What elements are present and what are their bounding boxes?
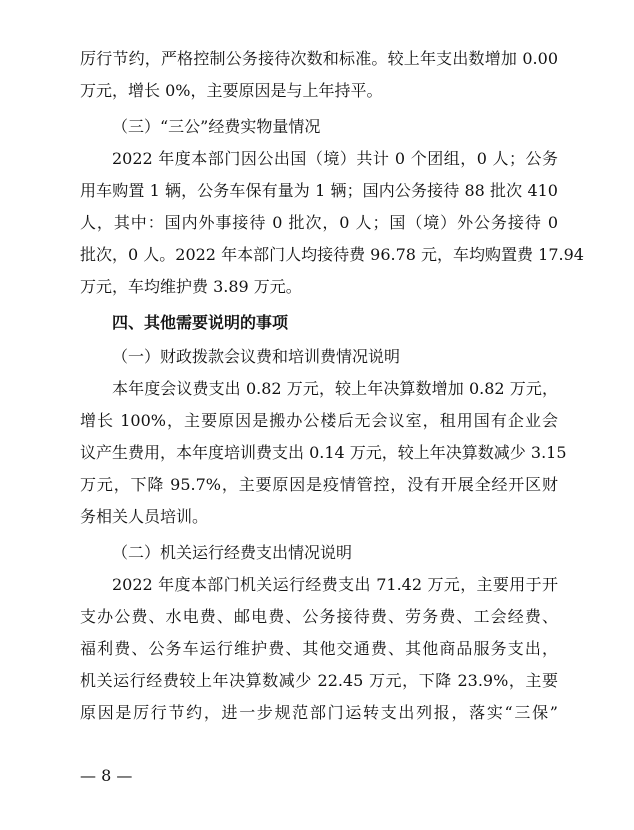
subsection-title: （二）机关运行经费支出情况说明: [112, 543, 353, 562]
paragraph-line: 厉行节约，严格控制公务接待次数和标准。较上年支出数增加 0.00: [80, 49, 558, 68]
page-number: — 8 —: [80, 766, 133, 785]
paragraph-line: 2022 年度本部门因公出国（境）共计 0 个团组，0 人；公务: [112, 149, 558, 168]
paragraph-line: 本年度会议费支出 0.82 万元，较上年决算数增加 0.82 万元，: [112, 379, 558, 398]
paragraph-line: 批次，0 人。2022 年本部门人均接待费 96.78 元，车均购置费 17.94: [80, 245, 584, 264]
subsection-title: （一）财政拨款会议费和培训费情况说明: [112, 347, 401, 366]
paragraph-line: 原因是厉行节约，进一步规范部门运转支出列报，落实“三保”: [80, 703, 558, 722]
paragraph-line: 万元，车均维护费 3.89 万元。: [80, 277, 302, 296]
section-title: 四、其他需要说明的事项: [112, 313, 289, 332]
paragraph-line: 人，其中：国内外事接待 0 批次，0 人；国（境）外公务接待 0: [80, 213, 558, 232]
paragraph-line: 机关运行经费较上年决算数减少 22.45 万元，下降 23.9%，主要: [80, 671, 558, 690]
paragraph-line: 务相关人员培训。: [80, 507, 209, 526]
paragraph-line: 万元，下降 95.7%，主要原因是疫情管控，没有开展全经开区财: [80, 475, 558, 494]
paragraph-line: 福利费、公务车运行维护费、其他交通费、其他商品服务支出，: [80, 639, 558, 658]
paragraph-line: 议产生费用，本年度培训费支出 0.14 万元，较上年决算数减少 3.15: [80, 443, 567, 462]
paragraph-line: 增长 100%，主要原因是搬办公楼后无会议室，租用国有企业会: [80, 411, 558, 430]
paragraph-line: 2022 年度本部门机关运行经费支出 71.42 万元，主要用于开: [112, 575, 558, 594]
paragraph-line: 万元，增长 0%，主要原因是与上年持平。: [80, 81, 383, 100]
paragraph-line: 支办公费、水电费、邮电费、公务接待费、劳务费、工会经费、: [80, 607, 558, 626]
section-title: （三）“三公”经费实物量情况: [112, 117, 321, 136]
paragraph-line: 用车购置 1 辆，公务车保有量为 1 辆；国内公务接待 88 批次 410: [80, 181, 558, 200]
